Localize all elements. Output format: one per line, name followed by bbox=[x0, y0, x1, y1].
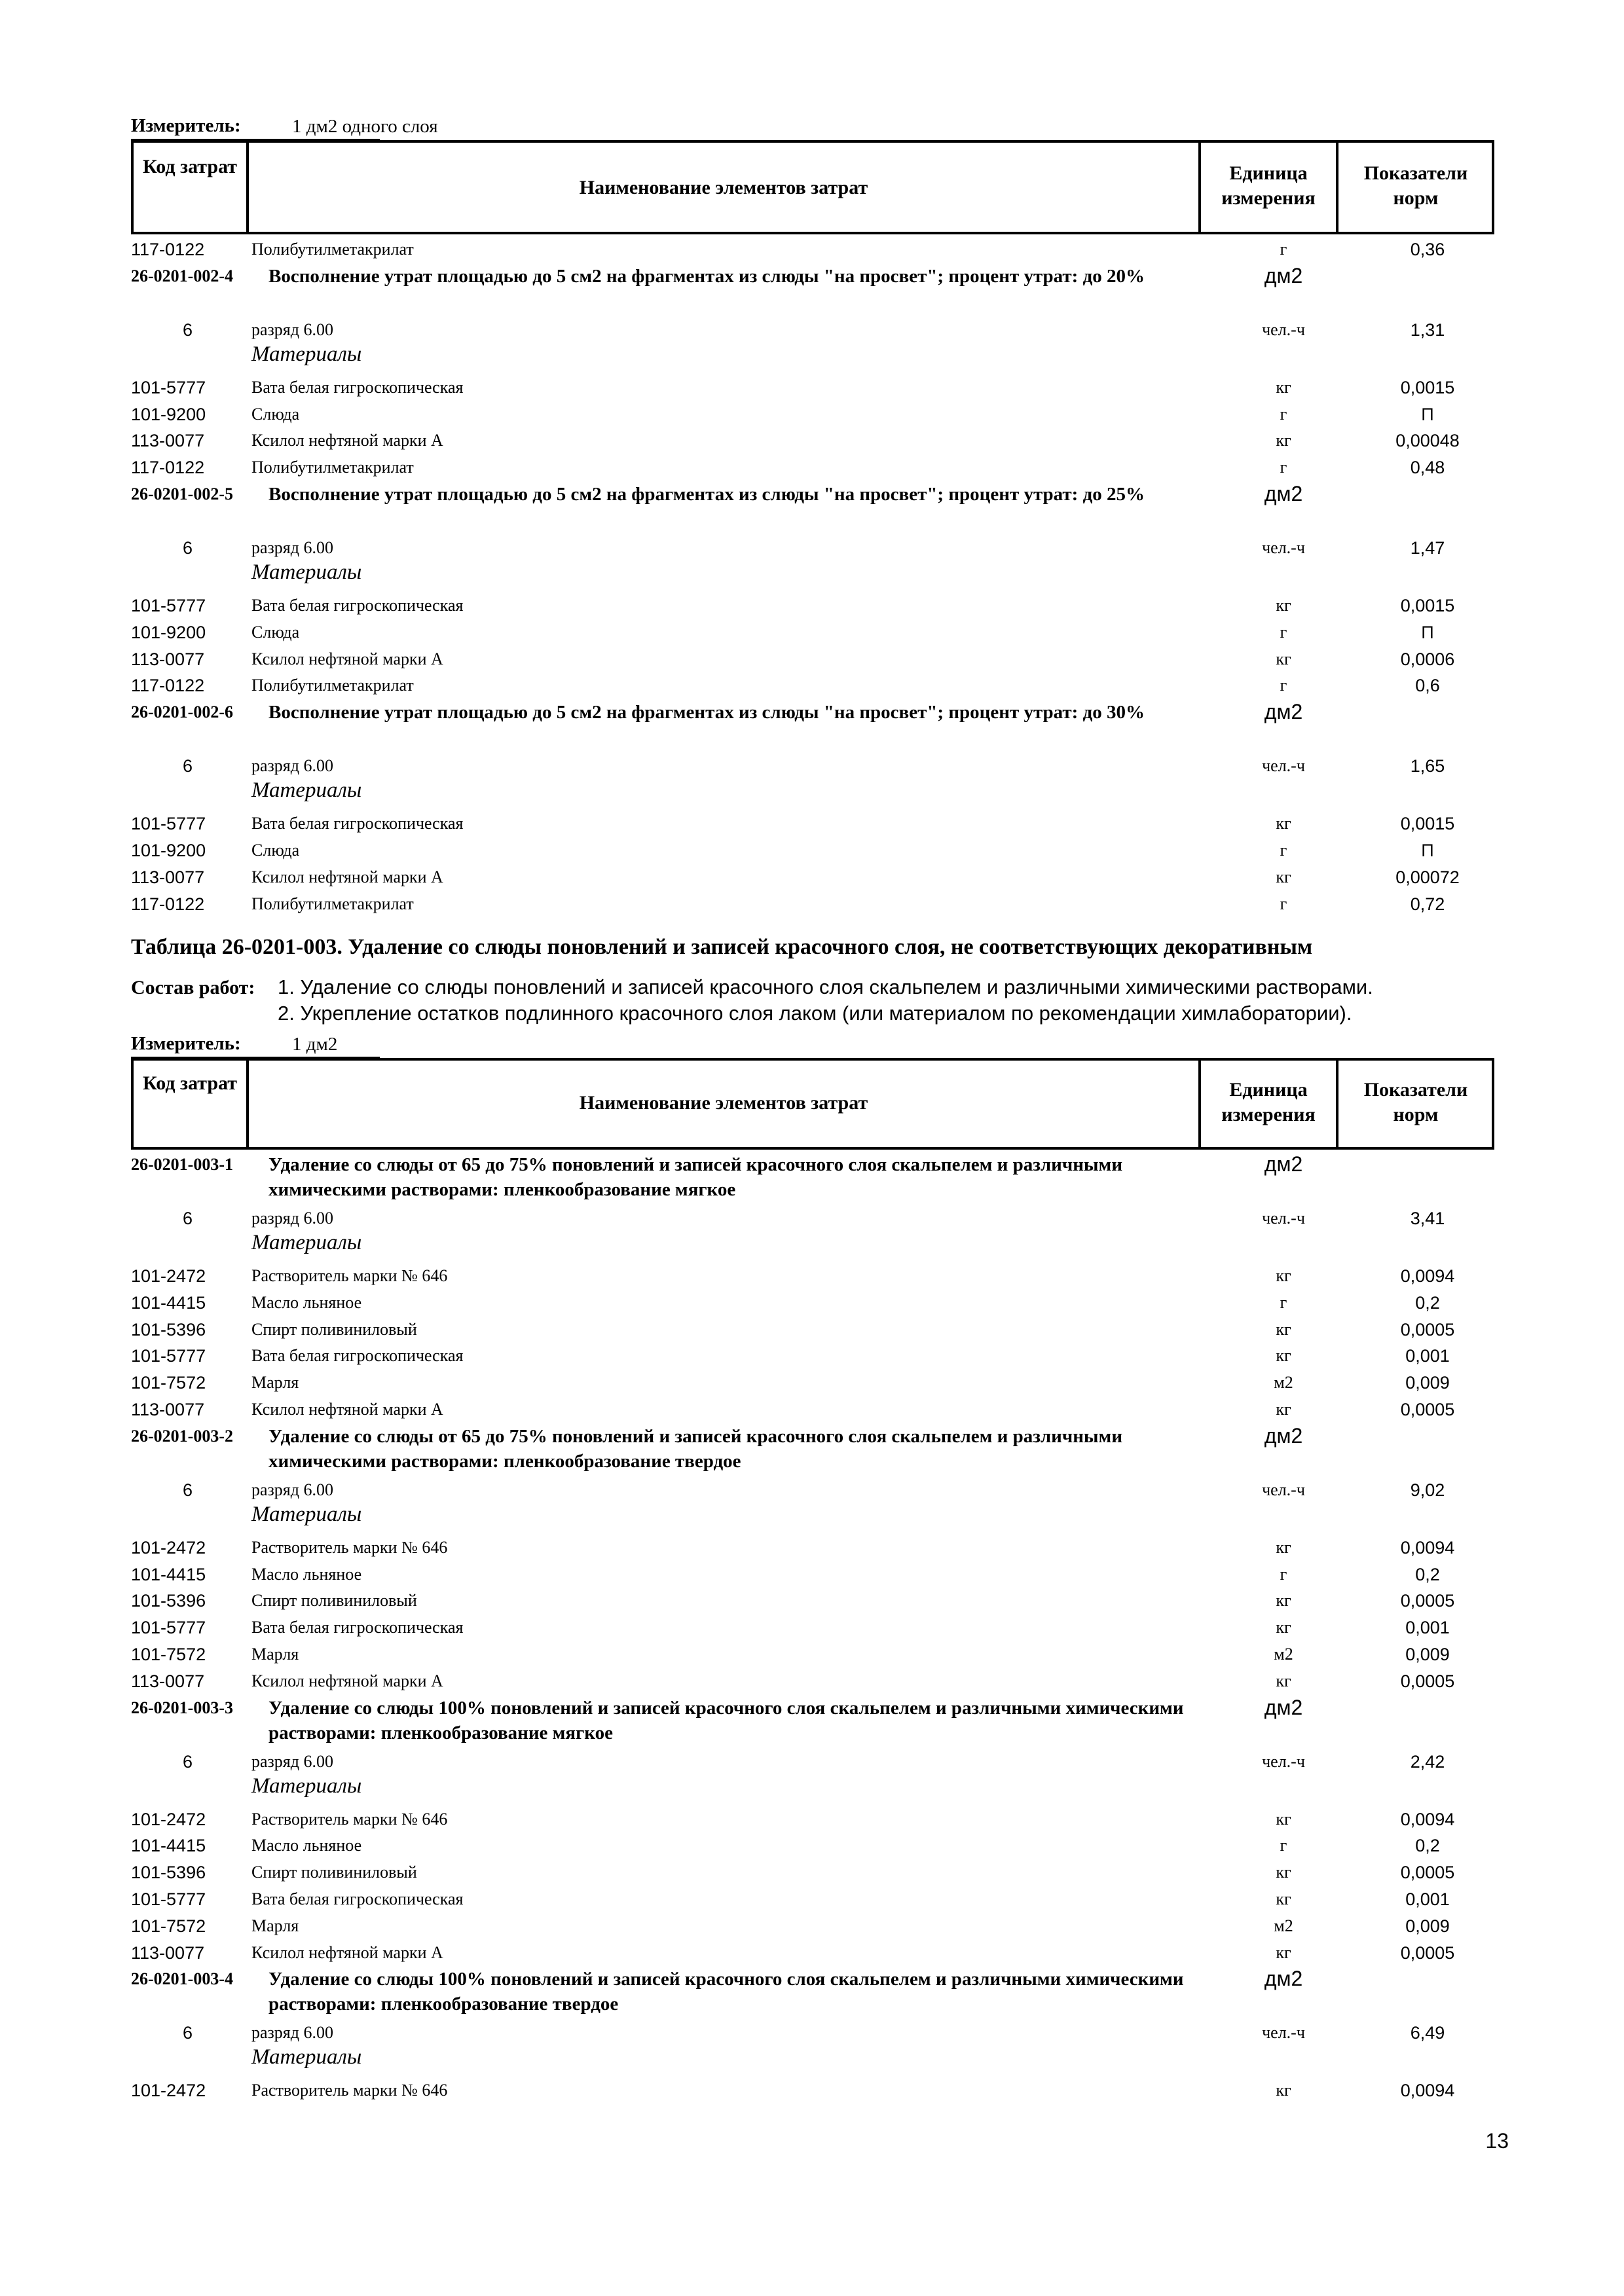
row-value: 0,001 bbox=[1405, 1346, 1450, 1366]
row-unit: кг bbox=[1276, 1266, 1291, 1285]
row-unit: кг bbox=[1276, 431, 1291, 450]
row-unit: дм2 bbox=[1264, 700, 1303, 724]
materials-label: Материалы bbox=[251, 1774, 362, 1798]
row-unit: кг bbox=[1276, 1671, 1291, 1690]
work-item-1: 1. Удаление со слюды поновлений и записей красочного слоя скальпелем и различными химическими растворами. bbox=[278, 975, 1373, 998]
row-value: 0,6 bbox=[1415, 676, 1440, 696]
work-item-2: 2. Укрепление остатков подлинного красочного слоя лаком (или материалом по рекомендации химлаборатории). bbox=[278, 1002, 1352, 1025]
row-unit: кг bbox=[1276, 1889, 1291, 1908]
row-code: 101-9200 bbox=[131, 841, 206, 860]
header-name-2: Наименование элементов затрат bbox=[579, 1092, 868, 1114]
row-name: разряд 6.00 bbox=[251, 1209, 333, 1228]
row-code: 101-4415 bbox=[131, 1564, 206, 1584]
materials-label: Материалы bbox=[251, 1502, 362, 1526]
row-title: Удаление со слюды 100% поновлений и записей красочного слоя скальпелем и различными химическими растворами: пленкообразование твердое bbox=[268, 1969, 1184, 2015]
row-title: Удаление со слюды от 65 до 75% поновлений и записей красочного слоя скальпелем и различными химическими растворами: пленкообразование твердое bbox=[268, 1425, 1123, 1472]
row-title: Удаление со слюды 100% поновлений и записей красочного слоя скальпелем и различными химическими растворами: пленкообразование мягкое bbox=[268, 1697, 1184, 1743]
row-unit: кг bbox=[1276, 2081, 1291, 2100]
row-value: 1,47 bbox=[1410, 538, 1445, 558]
row-code: 101-4415 bbox=[131, 1836, 206, 1856]
row-code: 6 bbox=[182, 1751, 193, 1772]
row-value: 2,42 bbox=[1410, 1751, 1445, 1772]
header-norm-2: Показатели норм bbox=[1363, 1079, 1468, 1125]
row-code: 101-2472 bbox=[131, 2081, 206, 2101]
row-code: 6 bbox=[182, 2023, 193, 2043]
header-code: Код затрат bbox=[142, 156, 238, 177]
row-code: 26-0201-002-5 bbox=[131, 484, 233, 503]
row-unit: кг bbox=[1276, 377, 1291, 397]
row-name: разряд 6.00 bbox=[251, 538, 333, 557]
row-value: 0,0094 bbox=[1400, 1537, 1455, 1558]
row-code: 6 bbox=[182, 319, 193, 340]
row-value: 3,41 bbox=[1410, 1209, 1445, 1228]
row-code: 101-5396 bbox=[131, 1319, 206, 1339]
row-title: Восполнение утрат площадью до 5 см2 на фрагментах из слюды "на просвет"; процент утрат: до 20% bbox=[268, 265, 1145, 287]
row-value: П bbox=[1421, 841, 1434, 860]
row-name: разряд 6.00 bbox=[251, 319, 333, 339]
row-unit: г bbox=[1280, 1836, 1287, 1855]
row-code: 117-0122 bbox=[131, 458, 205, 478]
row-code: 26-0201-003-4 bbox=[131, 1969, 233, 1989]
header-name: Наименование элементов затрат bbox=[579, 177, 868, 198]
row-name: Вата белая гигроскопическая bbox=[251, 377, 464, 397]
row-unit: кг bbox=[1276, 1591, 1291, 1611]
row-unit: дм2 bbox=[1264, 1967, 1303, 1991]
row-unit: дм2 bbox=[1264, 1695, 1303, 1719]
row-code: 6 bbox=[182, 756, 193, 776]
row-name: разряд 6.00 bbox=[251, 1480, 333, 1499]
row-code: 26-0201-002-4 bbox=[131, 266, 233, 285]
row-value: 0,0005 bbox=[1400, 1671, 1455, 1691]
row-unit: кг bbox=[1276, 1863, 1291, 1882]
row-name: Растворитель марки № 646 bbox=[251, 1537, 448, 1557]
row-name: разряд 6.00 bbox=[251, 1751, 333, 1771]
row-value: 0,0094 bbox=[1400, 1266, 1455, 1286]
row-code: 101-5777 bbox=[131, 596, 206, 615]
row-value: 0,36 bbox=[1410, 240, 1445, 259]
materials-label: Материалы bbox=[251, 342, 362, 366]
row-name: Марля bbox=[251, 1916, 299, 1935]
row-value: 0,0015 bbox=[1400, 596, 1455, 615]
row-name: Масло льняное bbox=[251, 1836, 362, 1855]
row-unit: чел.-ч bbox=[1262, 756, 1305, 776]
row-name: Растворитель марки № 646 bbox=[251, 2081, 448, 2100]
row-title: Восполнение утрат площадью до 5 см2 на фрагментах из слюды "на просвет"; процент утрат: до 30% bbox=[268, 702, 1145, 723]
row-unit: кг bbox=[1276, 1618, 1291, 1637]
row-value: 0,0005 bbox=[1400, 1400, 1455, 1419]
row-code: 117-0122 bbox=[131, 676, 205, 696]
row-unit: г bbox=[1280, 1564, 1287, 1584]
row-code: 101-9200 bbox=[131, 404, 206, 424]
row-code: 101-5777 bbox=[131, 1618, 206, 1638]
row-unit: кг bbox=[1276, 1346, 1291, 1366]
row-code: 101-2472 bbox=[131, 1809, 206, 1829]
table-header-1 bbox=[131, 140, 1494, 234]
row-code: 117-0122 bbox=[131, 240, 205, 259]
row-name: Спирт поливиниловый bbox=[251, 1863, 417, 1882]
row-unit: г bbox=[1280, 841, 1287, 860]
row-value: 0,0005 bbox=[1400, 1942, 1455, 1963]
row-name: Спирт поливиниловый bbox=[251, 1319, 417, 1339]
measure-value: 1 дм2 одного слоя bbox=[292, 116, 438, 137]
row-name: Вата белая гигроскопическая bbox=[251, 1346, 464, 1366]
row-value: 0,001 bbox=[1405, 1618, 1450, 1638]
row-unit: г bbox=[1280, 1292, 1287, 1312]
row-code: 101-5396 bbox=[131, 1591, 206, 1611]
row-name: разряд 6.00 bbox=[251, 2023, 333, 2043]
row-code: 113-0077 bbox=[131, 1400, 205, 1419]
row-value: 0,2 bbox=[1415, 1564, 1440, 1584]
row-name: Марля bbox=[251, 1373, 299, 1393]
row-unit: кг bbox=[1276, 1319, 1291, 1339]
row-unit: кг bbox=[1276, 814, 1291, 833]
row-code: 113-0077 bbox=[131, 649, 205, 669]
row-unit: г bbox=[1280, 404, 1287, 424]
row-code: 101-7572 bbox=[131, 1916, 206, 1936]
row-value: 0,2 bbox=[1415, 1292, 1440, 1313]
row-code: 101-5777 bbox=[131, 1889, 206, 1909]
row-unit: дм2 bbox=[1264, 1152, 1303, 1176]
row-unit: кг bbox=[1276, 596, 1291, 615]
row-unit: чел.-ч bbox=[1262, 1751, 1305, 1771]
row-unit: м2 bbox=[1274, 1916, 1293, 1935]
row-name: Полибутилметакрилат bbox=[251, 458, 414, 477]
header-unit-2: Единица измерения bbox=[1221, 1079, 1316, 1125]
row-code: 26-0201-003-1 bbox=[131, 1155, 233, 1174]
row-name: Ксилол нефтяной марки А bbox=[251, 1400, 443, 1419]
row-unit: кг bbox=[1276, 867, 1291, 886]
row-unit: чел.-ч bbox=[1262, 2023, 1305, 2043]
row-code: 6 bbox=[182, 1480, 193, 1500]
row-unit: кг bbox=[1276, 1537, 1291, 1557]
header-norm: Показатели норм bbox=[1363, 162, 1468, 209]
row-name: Полибутилметакрилат bbox=[251, 240, 414, 259]
row-unit: кг bbox=[1276, 1400, 1291, 1419]
measure-label: Измеритель: bbox=[131, 115, 241, 136]
row-name: Масло льняное bbox=[251, 1564, 362, 1584]
row-name: Масло льняное bbox=[251, 1292, 362, 1312]
row-unit: чел.-ч bbox=[1262, 1480, 1305, 1499]
row-value: 0,009 bbox=[1405, 1373, 1450, 1393]
row-value: 0,0005 bbox=[1400, 1591, 1455, 1611]
row-name: Марля bbox=[251, 1645, 299, 1664]
row-name: Ксилол нефтяной марки А bbox=[251, 649, 443, 668]
row-name: Слюда bbox=[251, 841, 300, 860]
row-name: Слюда bbox=[251, 622, 300, 642]
row-name: Слюда bbox=[251, 404, 300, 424]
row-value: 0,009 bbox=[1405, 1916, 1450, 1936]
row-name: Ксилол нефтяной марки А bbox=[251, 1942, 443, 1962]
row-unit: чел.-ч bbox=[1262, 538, 1305, 557]
row-value: П bbox=[1421, 622, 1434, 642]
row-unit: дм2 bbox=[1264, 1423, 1303, 1448]
row-name: Полибутилметакрилат bbox=[251, 676, 414, 695]
row-value: 0,009 bbox=[1405, 1645, 1450, 1664]
row-code: 6 bbox=[182, 538, 193, 558]
materials-label: Материалы bbox=[251, 560, 362, 584]
row-code: 26-0201-003-2 bbox=[131, 1426, 233, 1446]
row-name: Вата белая гигроскопическая bbox=[251, 1618, 464, 1637]
row-name: Полибутилметакрилат bbox=[251, 894, 414, 913]
row-name: Вата белая гигроскопическая bbox=[251, 814, 464, 833]
row-unit: чел.-ч bbox=[1262, 1209, 1305, 1228]
row-code: 101-2472 bbox=[131, 1266, 206, 1286]
row-name: Спирт поливиниловый bbox=[251, 1591, 417, 1611]
row-value: 0,001 bbox=[1405, 1889, 1450, 1909]
table-header-2 bbox=[131, 1058, 1494, 1150]
row-code: 101-7572 bbox=[131, 1373, 206, 1393]
row-title: Удаление со слюды от 65 до 75% поновлений и записей красочного слоя скальпелем и различными химическими растворами: пленкообразование мягкое bbox=[268, 1154, 1123, 1200]
row-unit: г bbox=[1280, 458, 1287, 477]
row-name: Растворитель марки № 646 bbox=[251, 1809, 448, 1829]
measure-value-2: 1 дм2 bbox=[292, 1034, 338, 1055]
header-unit: Единица измерения bbox=[1221, 162, 1316, 209]
row-value: 9,02 bbox=[1410, 1480, 1445, 1500]
row-unit: кг bbox=[1276, 1942, 1291, 1962]
row-value: 1,31 bbox=[1410, 319, 1445, 340]
row-code: 117-0122 bbox=[131, 894, 205, 914]
materials-label: Материалы bbox=[251, 1231, 362, 1254]
row-value: 0,0006 bbox=[1400, 649, 1455, 669]
row-value: 0,0015 bbox=[1400, 377, 1455, 397]
row-unit: г bbox=[1280, 240, 1287, 259]
row-code: 101-9200 bbox=[131, 622, 206, 642]
row-unit: г bbox=[1280, 894, 1287, 913]
row-value: 0,0005 bbox=[1400, 1319, 1455, 1339]
row-value: 6,49 bbox=[1410, 2023, 1445, 2043]
row-value: 1,65 bbox=[1410, 756, 1445, 776]
row-name: Растворитель марки № 646 bbox=[251, 1266, 448, 1285]
row-code: 26-0201-002-6 bbox=[131, 702, 233, 722]
row-code: 101-5777 bbox=[131, 377, 206, 397]
row-unit: м2 bbox=[1274, 1373, 1293, 1393]
row-value: П bbox=[1421, 404, 1434, 424]
row-unit: кг bbox=[1276, 649, 1291, 668]
row-name: Ксилол нефтяной марки А bbox=[251, 1671, 443, 1690]
row-code: 6 bbox=[182, 1209, 193, 1228]
row-code: 113-0077 bbox=[131, 1671, 205, 1691]
row-code: 101-5396 bbox=[131, 1863, 206, 1883]
table2-title: Таблица 26-0201-003. Удаление со слюды поновлений и записей красочного слоя, не соответствующих декоративным bbox=[131, 935, 1313, 959]
row-unit: дм2 bbox=[1264, 482, 1303, 505]
row-name: Вата белая гигроскопическая bbox=[251, 596, 464, 615]
row-value: 0,48 bbox=[1410, 458, 1445, 478]
materials-label: Материалы bbox=[251, 2045, 362, 2069]
measure-label-2: Измеритель: bbox=[131, 1033, 241, 1054]
row-unit: г bbox=[1280, 676, 1287, 695]
row-name: Вата белая гигроскопическая bbox=[251, 1889, 464, 1908]
row-title: Восполнение утрат площадью до 5 см2 на фрагментах из слюды "на просвет"; процент утрат: до 25% bbox=[268, 484, 1145, 505]
row-value: 0,00048 bbox=[1395, 431, 1460, 451]
header-code-2: Код затрат bbox=[142, 1072, 238, 1094]
row-code: 113-0077 bbox=[131, 1942, 205, 1963]
row-unit: кг bbox=[1276, 1809, 1291, 1829]
row-unit: м2 bbox=[1274, 1645, 1293, 1664]
row-name: разряд 6.00 bbox=[251, 756, 333, 776]
row-name: Ксилол нефтяной марки А bbox=[251, 867, 443, 886]
row-value: 0,0005 bbox=[1400, 1863, 1455, 1883]
row-code: 101-5777 bbox=[131, 1346, 206, 1366]
row-code: 113-0077 bbox=[131, 431, 205, 451]
row-code: 101-5777 bbox=[131, 814, 206, 834]
row-code: 113-0077 bbox=[131, 867, 205, 887]
row-value: 0,72 bbox=[1410, 894, 1445, 914]
row-code: 101-4415 bbox=[131, 1292, 206, 1313]
row-code: 26-0201-003-3 bbox=[131, 1698, 233, 1717]
row-value: 0,2 bbox=[1415, 1836, 1440, 1856]
row-unit: г bbox=[1280, 622, 1287, 642]
materials-label: Материалы bbox=[251, 778, 362, 803]
row-value: 0,0094 bbox=[1400, 1809, 1455, 1829]
row-unit: чел.-ч bbox=[1262, 319, 1305, 339]
row-value: 0,00072 bbox=[1395, 867, 1460, 887]
row-value: 0,0094 bbox=[1400, 2081, 1455, 2101]
row-name: Ксилол нефтяной марки А bbox=[251, 431, 443, 450]
row-value: 0,0015 bbox=[1400, 814, 1455, 834]
work-label: Состав работ: bbox=[131, 977, 255, 998]
row-code: 101-7572 bbox=[131, 1645, 206, 1664]
row-code: 101-2472 bbox=[131, 1537, 206, 1558]
page-number: 13 bbox=[1485, 2129, 1509, 2153]
row-unit: дм2 bbox=[1264, 263, 1303, 287]
